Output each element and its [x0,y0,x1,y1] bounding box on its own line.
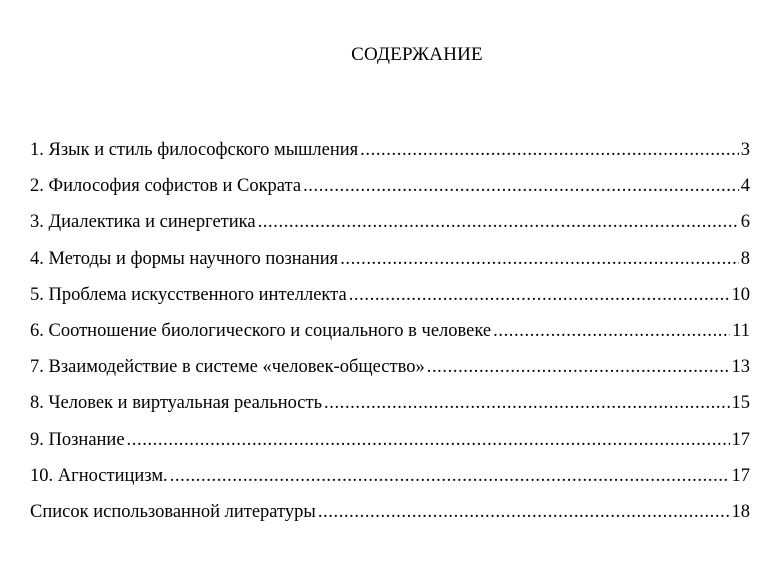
toc-entry [30,354,750,390]
toc-dot-leader [303,173,739,199]
toc-dot-leader [318,499,730,525]
toc-entry [30,318,750,354]
toc-entry-label: 10. Агностицизм. [30,465,168,486]
toc-entry-page: 4 [740,176,750,197]
toc-dot-leader [340,246,739,272]
toc-dot-leader [427,354,730,380]
toc-entry [30,499,750,535]
page-title: СОДЕРЖАНИЕ [351,44,483,65]
toc-dot-leader [360,137,739,163]
toc-dot-leader [170,463,730,489]
toc-entry [30,427,750,463]
toc-entry-label: 8. Человек и виртуальная реальность [30,393,323,414]
toc-entry-page: 8 [740,248,750,269]
toc-entry [30,390,750,426]
toc-dot-leader [258,209,739,235]
toc-entry [30,137,750,173]
toc-dot-leader [349,282,730,308]
toc-dot-leader [324,390,729,416]
toc-entry-page: 18 [731,501,750,522]
toc-entry-page: 17 [731,465,750,486]
toc-entry-page: 6 [740,212,750,233]
toc-entry-page: 15 [731,393,750,414]
toc-entry-label: 1. Язык и стиль философского мышления [30,140,359,160]
toc-entry-label: 5. Проблема искусственного интеллекта [30,284,347,305]
toc-entry-label: 9. Познание [30,429,125,450]
toc-entry [30,246,750,282]
toc-entry-page: 11 [732,320,750,341]
toc-entry-label: 3. Диалектика и синергетика [30,212,256,233]
toc-dot-leader [127,427,730,453]
table-of-contents [30,137,750,535]
toc-dot-leader [493,318,730,344]
toc-entry-label: 6. Соотношение биологического и социального в человеке [30,320,492,341]
toc-entry-label: 2. Философия софистов и Сократа [30,176,302,197]
toc-entry-page: 10 [731,284,750,305]
toc-entry-page: 17 [731,429,750,450]
toc-entry-label: 4. Методы и формы научного познания [30,248,339,269]
toc-entry-page: 3 [740,140,750,160]
toc-entry [30,282,750,318]
toc-entry-label: 7. Взаимодействие в системе «человек-общество» [30,357,425,378]
toc-entry [30,209,750,245]
toc-entry [30,463,750,499]
toc-entry-label: Список использованной литературы [30,501,316,522]
toc-entry-page: 13 [731,357,750,378]
toc-entry [30,173,750,209]
